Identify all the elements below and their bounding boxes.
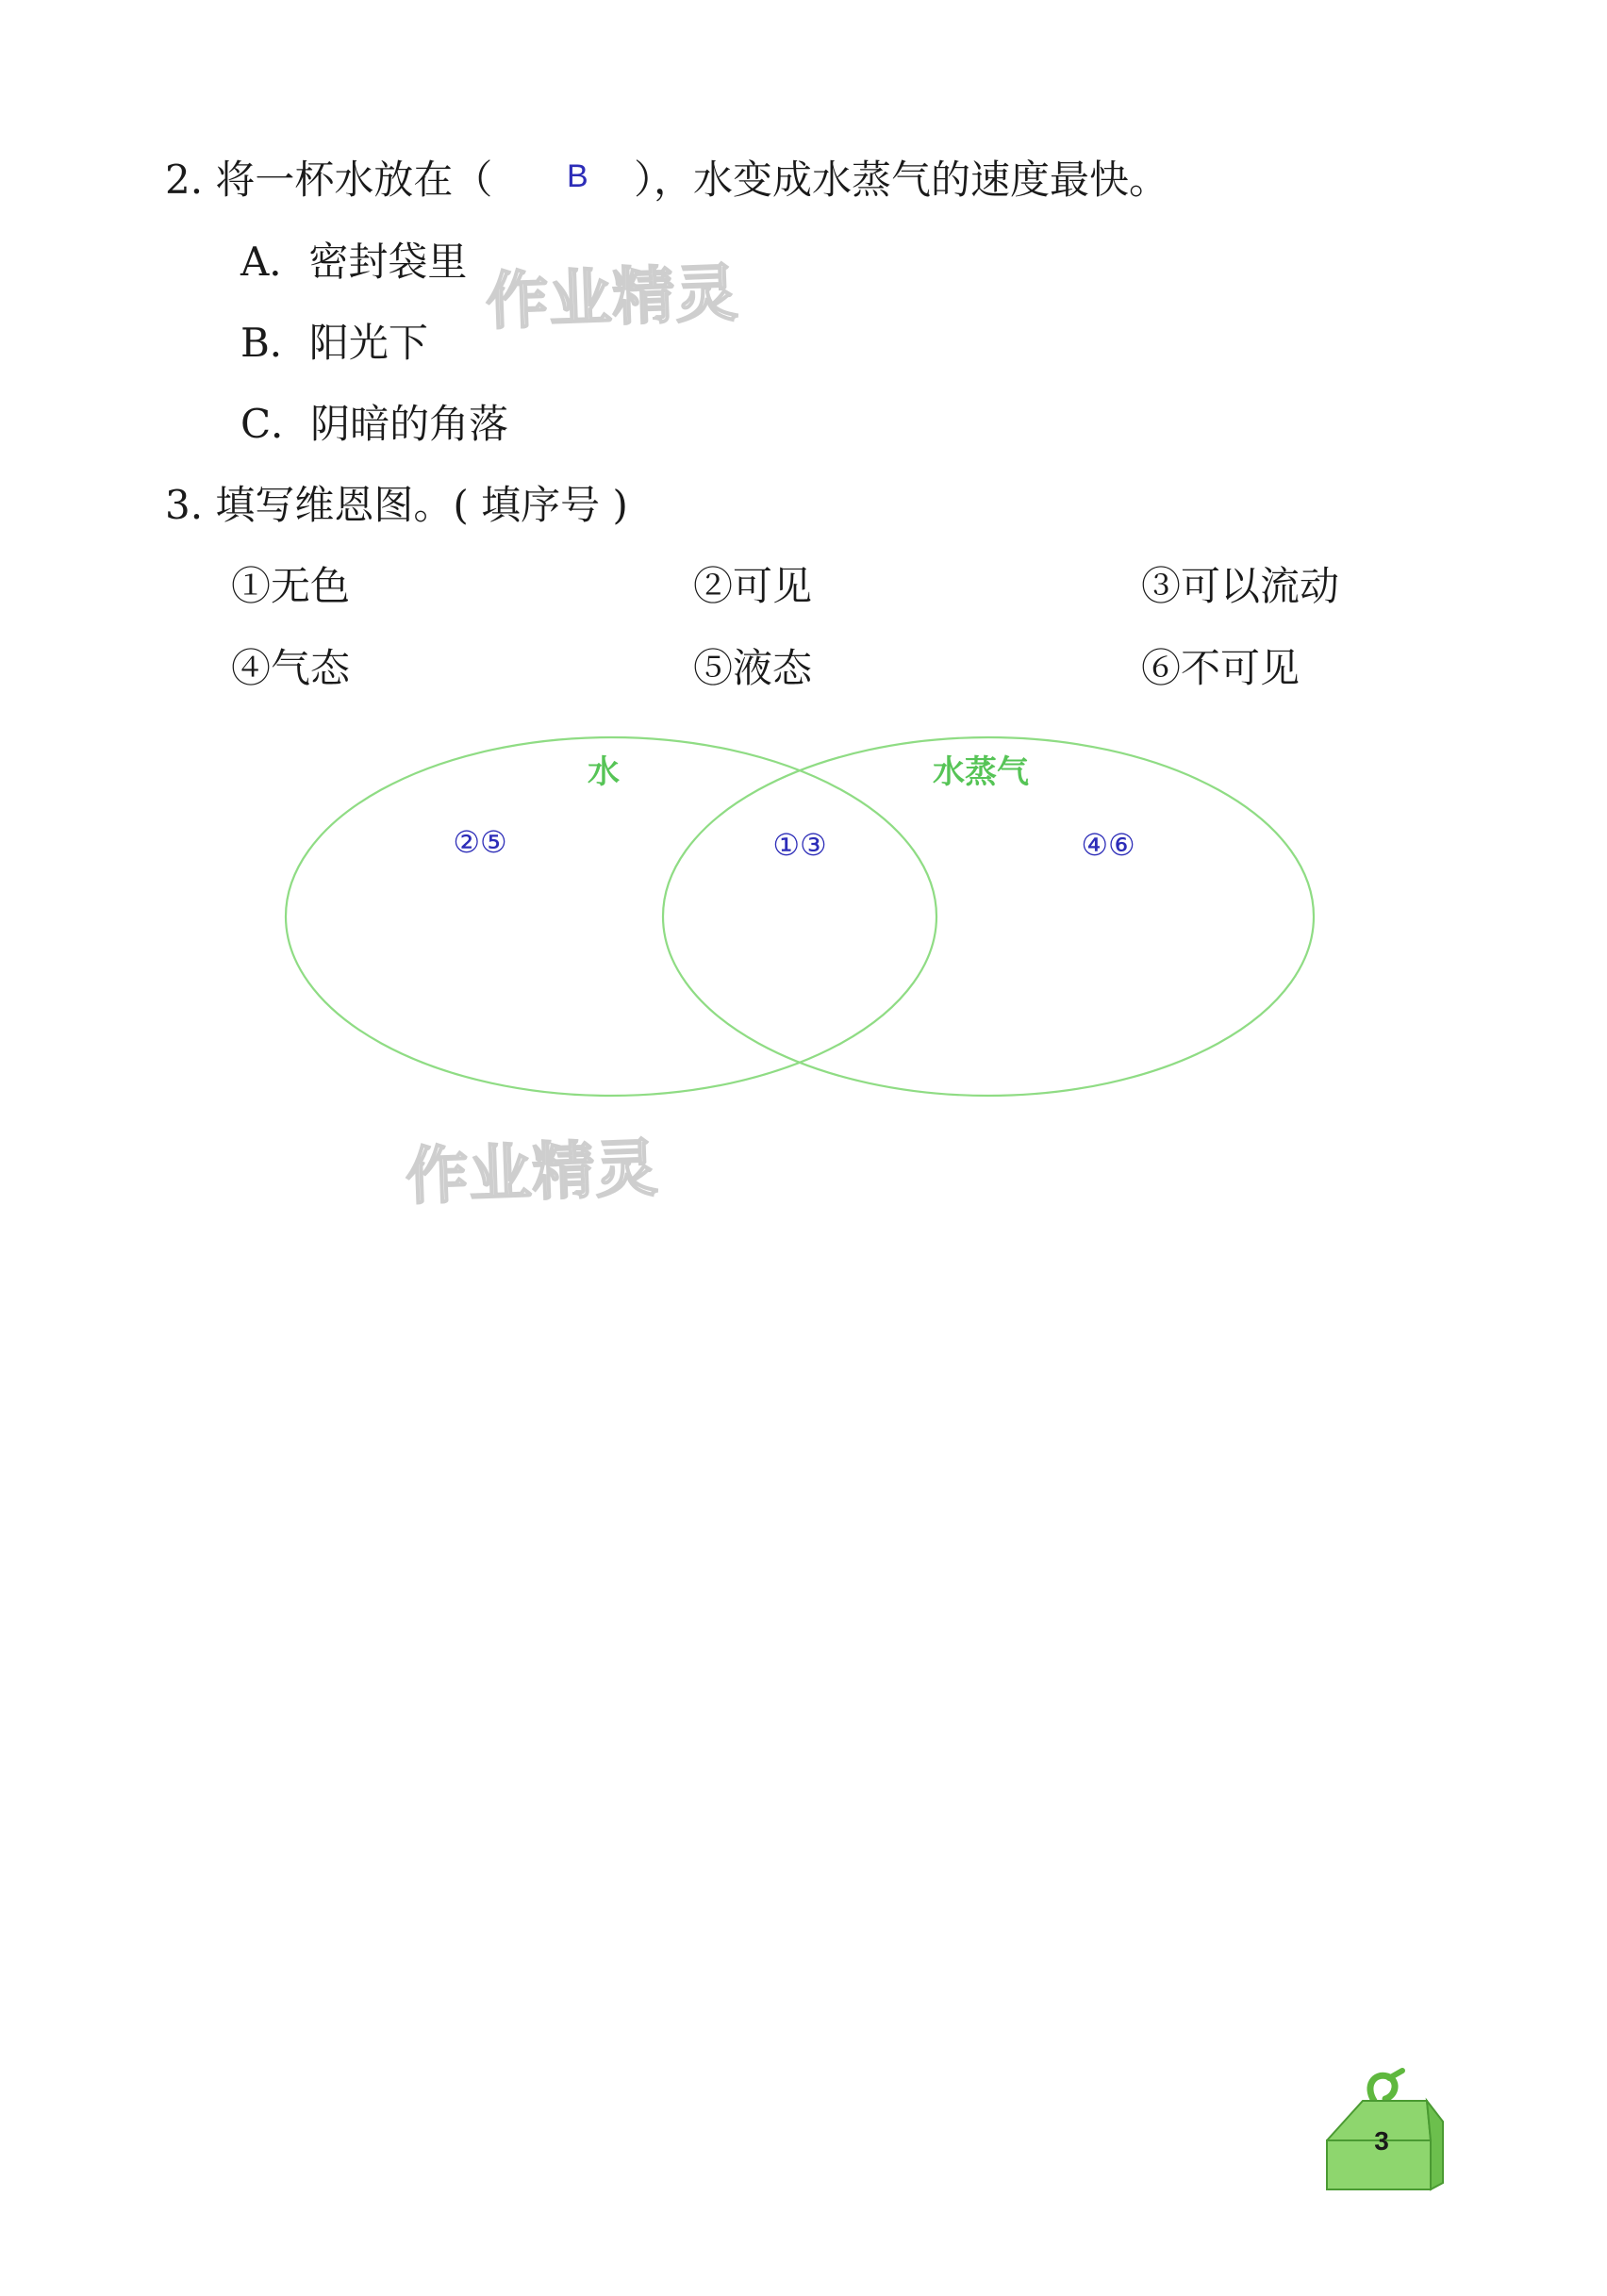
q3-item-5: ⑤液态 — [693, 645, 813, 691]
option-text: 阴暗的角落 — [310, 401, 509, 447]
q3-item-6: ⑥不可见 — [1141, 645, 1301, 691]
venn-right-label: 水蒸气 — [933, 753, 1029, 791]
q3-title: 3. 填写维恩图。( 填序号 ) — [165, 482, 628, 528]
q3-item-4: ④气态 — [231, 645, 351, 691]
option-text: 阳光下 — [308, 320, 428, 366]
watermark-2: 作业精灵 — [404, 1131, 660, 1214]
option-letter: A． — [240, 239, 309, 285]
venn-right-answer: ④⑥ — [1081, 827, 1135, 863]
q2-prefix: 2. 将一杯水放在（ — [165, 157, 493, 203]
venn-right-ellipse — [663, 737, 1314, 1096]
watermark-1: 作业精灵 — [484, 256, 740, 339]
q3-item-2: ②可见 — [693, 563, 813, 609]
venn-left-ellipse — [286, 737, 936, 1096]
venn-diagram — [0, 0, 1607, 1131]
venn-middle-answer: ①③ — [772, 827, 827, 863]
q2-suffix: ），水变成水蒸气的速度最快。 — [634, 157, 1169, 203]
option-text: 密封袋里 — [308, 239, 468, 285]
q2-answer: B — [567, 158, 588, 194]
option-letter: B． — [240, 320, 309, 366]
option-letter: C． — [240, 401, 311, 447]
page-number: 3 — [1374, 2126, 1389, 2156]
q3-item-3: ③可以流动 — [1141, 563, 1340, 609]
q3-item-1: ①无色 — [231, 563, 351, 609]
venn-left-answer: ②⑤ — [453, 824, 507, 860]
venn-left-label: 水 — [588, 753, 620, 791]
